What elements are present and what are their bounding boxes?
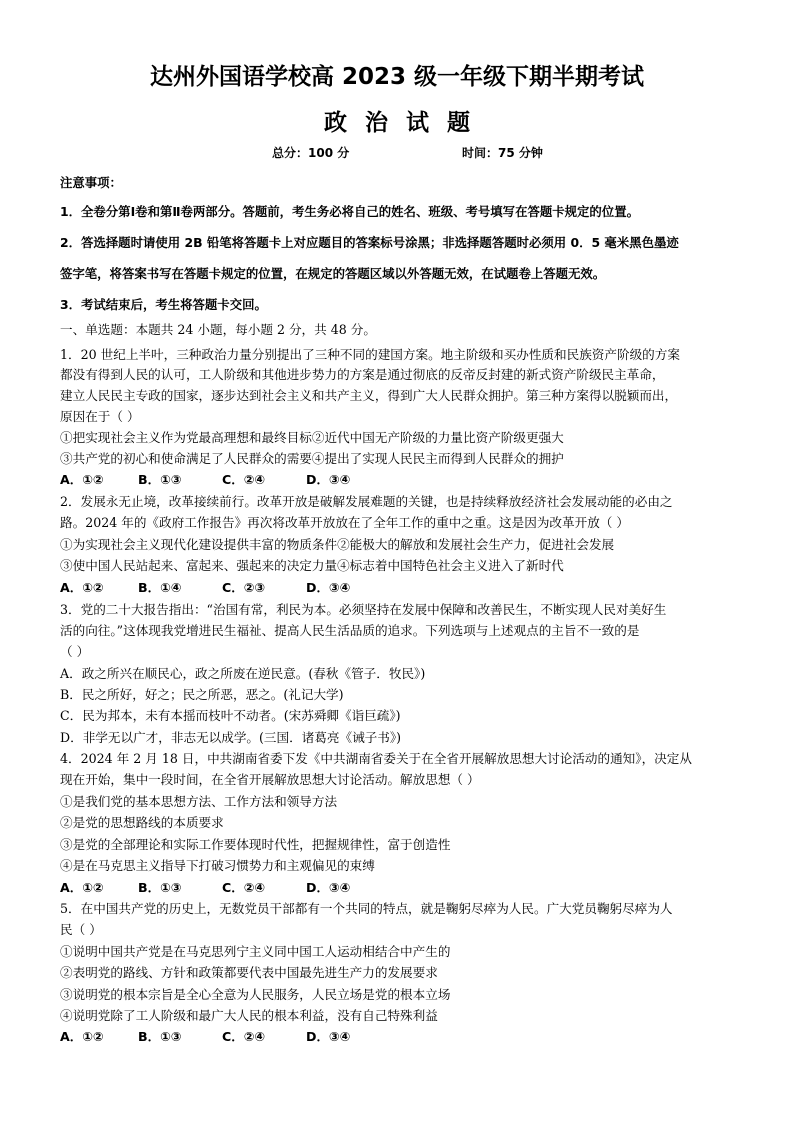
question-stem: 1．20 世纪上半叶，三种政治力量分别提出了三种不同的建国方案。地主阶级和买办性质和民族资产阶级的方案 bbox=[60, 347, 680, 362]
question-stem: 5．在中国共产党的历史上，无数党员干部都有一个共同的特点，就是鞠躬尽瘁为人民。广大党员鞠躬尽瘁为人 bbox=[60, 901, 673, 916]
question-stem: 建立人民民主专政的国家，逐步达到社会主义和共产主义，得到广大人民群众拥护。第三种方案得以脱颖而出， bbox=[60, 388, 678, 403]
exam-title: 达州外国语学校高 2023 级一年级下期半期考试 bbox=[149, 64, 645, 90]
option-a[interactable]: A．①② bbox=[60, 880, 104, 895]
option-d[interactable]: D．③④ bbox=[306, 1029, 351, 1044]
option-d[interactable]: D．③④ bbox=[306, 472, 351, 487]
question-item: ③使中国人民站起来、富起来、强起来的决定力量④标志着中国特色社会主义进入了新时代 bbox=[60, 558, 564, 573]
question-stem: 原因在于（ ） bbox=[60, 409, 140, 424]
option-c[interactable]: C．②③ bbox=[222, 580, 266, 595]
option-a[interactable]: A．①② bbox=[60, 472, 104, 487]
question-item: ①是我们党的基本思想方法、工作方法和领导方法 bbox=[60, 794, 338, 809]
question-item: ④说明党除了工人阶级和最广大人民的根本利益，没有自己特殊利益 bbox=[60, 1008, 438, 1023]
question-item: ③共产党的初心和使命满足了人民群众的需要④提出了实现人民民主而得到人民群众的拥护 bbox=[60, 451, 564, 466]
question-stem: 现在开始，集中一段时间，在全省开展解放思想大讨论活动。解放思想（ ） bbox=[60, 772, 480, 787]
option-c[interactable]: C．②④ bbox=[222, 472, 266, 487]
notice-item: 2．答选择题时请使用 2B 铅笔将答题卡上对应题目的答案标号涂黑；非选择题答题时必须用 0．5 毫米黑色墨迹 bbox=[60, 235, 679, 250]
subject-title: 政治试题 bbox=[324, 110, 488, 136]
total-score: 总分：100 分 bbox=[272, 146, 350, 160]
option-b[interactable]: B．民之所好，好之；民之所恶，恶之。(礼记大学) bbox=[60, 687, 344, 702]
question-stem: 3．党的二十大报告指出：“治国有常，利民为本。必须坚持在发展中保障和改善民生，不断实现人民对美好生 bbox=[60, 602, 667, 617]
question-stem: 2．发展永无止境，改革接续前行。改革开放是破解发展难题的关键，也是持续释放经济社会发展动能的必由之 bbox=[60, 494, 673, 509]
question-item: ②是党的思想路线的本质要求 bbox=[60, 815, 224, 830]
question-item: ①把实现社会主义作为党最高理想和最终目标②近代中国无产阶级的力量比资产阶级更强大 bbox=[60, 430, 564, 445]
exam-time: 时间：75 分钟 bbox=[462, 146, 543, 160]
question-item: ③说明党的根本宗旨是全心全意为人民服务，人民立场是党的根本立场 bbox=[60, 987, 451, 1002]
question-stem: （ ） bbox=[60, 644, 90, 659]
option-b[interactable]: B．①③ bbox=[138, 880, 182, 895]
option-b[interactable]: B．①③ bbox=[138, 1029, 182, 1044]
option-c[interactable]: C．②④ bbox=[222, 1029, 266, 1044]
question-stem: 活的向往。”这体现我党增进民生福祉、提高人民生活品质的追求。下列选项与上述观点的主旨不一致的是 bbox=[60, 623, 640, 638]
option-c[interactable]: C．②④ bbox=[222, 880, 266, 895]
option-c[interactable]: C．民为邦本，未有本摇而枝叶不动者。(宋苏舜卿《诣巨疏》) bbox=[60, 708, 401, 723]
question-stem: 都没有得到人民的认可，工人阶级和其他进步势力的方案是通过彻底的反帝反封建的新式资产阶级民主革命， bbox=[60, 367, 665, 382]
option-a[interactable]: A．①② bbox=[60, 580, 104, 595]
notice-item: 3．考试结束后，考生将答题卡交回。 bbox=[60, 297, 267, 312]
option-d[interactable]: D．③④ bbox=[306, 580, 351, 595]
option-a[interactable]: A．①② bbox=[60, 1029, 104, 1044]
question-item: ③是党的全部理论和实际工作要体现时代性，把握规律性，富于创造性 bbox=[60, 837, 451, 852]
option-a[interactable]: A．政之所兴在顺民心，政之所废在逆民意。(春秋《管子．牧民》) bbox=[60, 666, 426, 681]
notice-heading: 注意事项： bbox=[60, 175, 122, 190]
option-d[interactable]: D．非学无以广才，非志无以成学。(三国．诸葛亮《诫子书》) bbox=[60, 730, 402, 745]
section-heading: 一、单选题：本题共 24 小题，每小题 2 分，共 48 分。 bbox=[60, 322, 376, 337]
question-item: ②表明党的路线、方针和政策都要代表中国最先进生产力的发展要求 bbox=[60, 965, 438, 980]
question-item: ①说明中国共产党是在马克思列宁主义同中国工人运动相结合中产生的 bbox=[60, 944, 451, 959]
question-stem: 民（ ） bbox=[60, 922, 102, 937]
question-stem: 路。2024 年的《政府工作报告》再次将改革开放放在了全年工作的重中之重。这是因为改革开放（ ） bbox=[60, 515, 629, 530]
question-item: ④是在马克思主义指导下打破习惯势力和主观偏见的束缚 bbox=[60, 858, 375, 873]
option-b[interactable]: B．①④ bbox=[138, 580, 182, 595]
question-item: ①为实现社会主义现代化建设提供丰富的物质条件②能极大的解放和发展社会生产力，促进社会发展 bbox=[60, 537, 615, 552]
option-d[interactable]: D．③④ bbox=[306, 880, 351, 895]
option-b[interactable]: B．①③ bbox=[138, 472, 182, 487]
notice-item: 1．全卷分第Ⅰ卷和第Ⅱ卷两部分。答题前，考生务必将自己的姓名、班级、考号填写在答题卡规定的位置。 bbox=[60, 204, 639, 219]
question-stem: 4．2024 年 2 月 18 日，中共湖南省委下发《中共湖南省委关于在全省开展解放思想大讨论活动的通知》，决定从 bbox=[60, 751, 692, 766]
notice-item: 签字笔，将答案书写在答题卡规定的位置，在规定的答题区域以外答题无效，在试题卷上答题无效。 bbox=[60, 266, 606, 281]
